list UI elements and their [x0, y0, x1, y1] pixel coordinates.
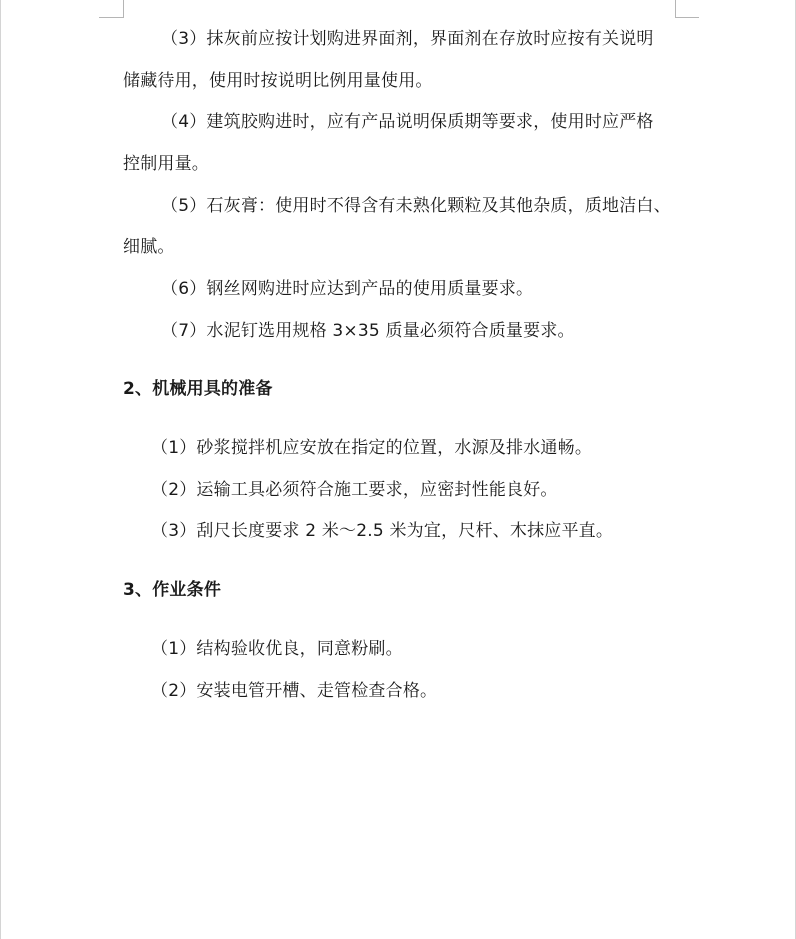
paragraph-3-line-2: 储藏待用，使用时按说明比例用量使用。 [123, 71, 433, 91]
paragraph-5-line-2: 细腻。 [123, 237, 175, 257]
paragraph-4-line-1: （4）建筑胶购进时，应有产品说明保质期等要求，使用时应严格 [161, 112, 654, 132]
paragraph-6: （6）钢丝网购进时应达到产品的使用质量要求。 [161, 279, 534, 299]
section-3-item-2: （2）安装电管开槽、走管检查合格。 [151, 681, 438, 701]
crop-mark-right-vertical [675, 0, 676, 18]
section-2-heading: 2、机械用具的准备 [123, 379, 273, 399]
paragraph-7: （7）水泥钉选用规格 3×35 质量必须符合质量要求。 [161, 321, 575, 341]
crop-mark-left-vertical [123, 0, 124, 18]
paragraph-4-line-2: 控制用量。 [123, 154, 209, 174]
crop-mark-right-horizontal [675, 17, 699, 18]
section-3-item-1: （1）结构验收优良，同意粉刷。 [151, 639, 403, 659]
section-3-heading: 3、作业条件 [123, 580, 222, 600]
section-2-item-1: （1）砂浆搅拌机应安放在指定的位置，水源及排水通畅。 [151, 438, 593, 458]
section-2-item-2: （2）运输工具必须符合施工要求，应密封性能良好。 [151, 480, 558, 500]
crop-mark-left-horizontal [99, 17, 123, 18]
section-2-item-3: （3）刮尺长度要求 2 米～2.5 米为宜，尺杆、木抹应平直。 [151, 521, 614, 541]
paragraph-5-line-1: （5）石灰膏：使用时不得含有未熟化颗粒及其他杂质，质地洁白、 [161, 196, 671, 216]
paragraph-3-line-1: （3）抹灰前应按计划购进界面剂，界面剂在存放时应按有关说明 [161, 29, 654, 49]
